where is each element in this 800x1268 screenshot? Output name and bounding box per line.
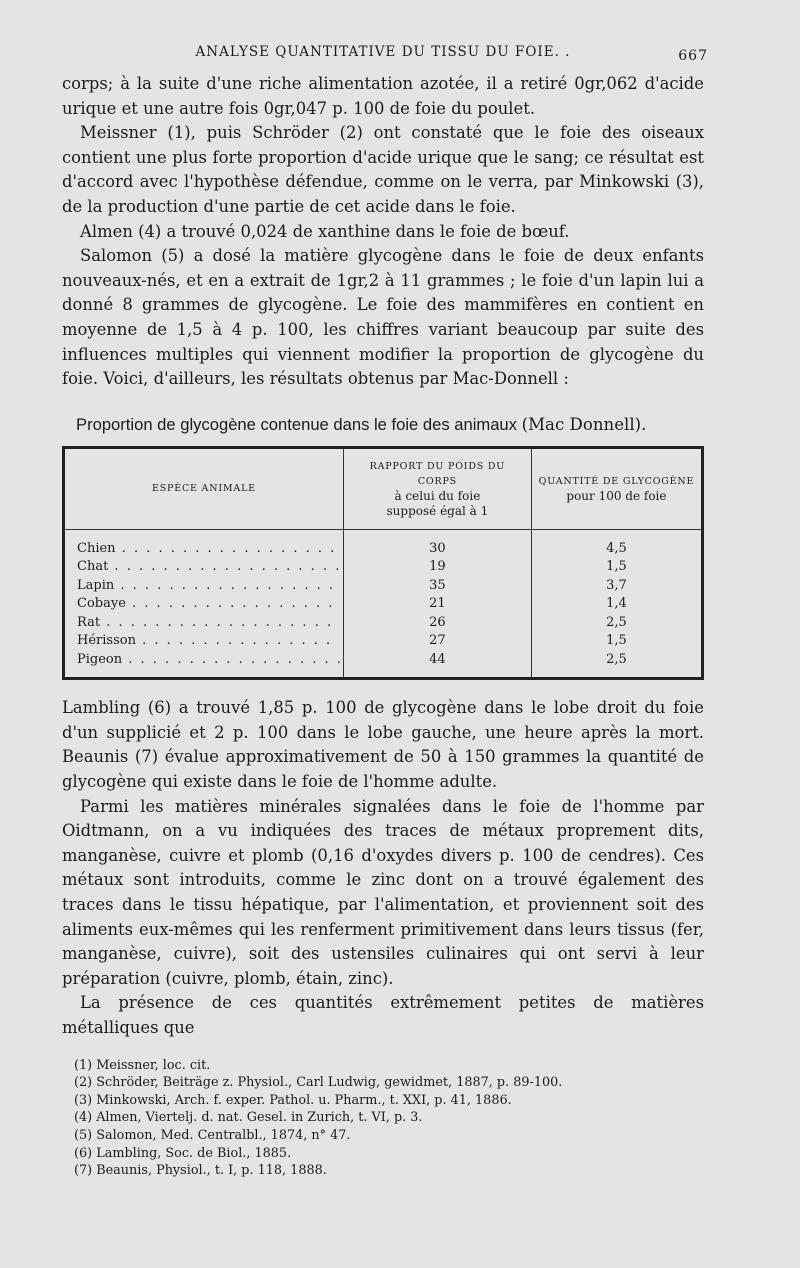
- footnote: (6) Lambling, Soc. de Biol., 1885.: [74, 1145, 292, 1161]
- table-cell-rapport: 19: [429, 559, 446, 575]
- paragraph: Almen (4) a trouvé 0,024 de xanthine dans le foie de bœuf.: [80, 221, 570, 241]
- running-title: ANALYSE QUANTITATIVE DU TISSU DU FOIE. .: [195, 44, 571, 60]
- table-row-espece: Chien . . . . . . . . . . . . . . . . . .: [77, 540, 337, 556]
- table-row-espece: Hérisson . . . . . . . . . . . . . . . .: [77, 633, 333, 649]
- table-row-espece: Rat . . . . . . . . . . . . . . . . . . .: [77, 614, 334, 630]
- table-cell-quantite: 1,5: [606, 633, 627, 649]
- paragraph: Meissner (1), puis Schröder (2) ont constaté que le foie des oiseaux contient une plus forte proportion d'acide urique que le sang; ce résultat est d'accord avec l'hypothèse défendue, comme on le verra, par Minkowski (3), de la production d'une partie de cet acide dans le foie.: [62, 123, 704, 216]
- table-cell-quantite: 2,5: [606, 614, 627, 630]
- footnote: (5) Salomon, Med. Centralbl., 1874, n° 47.: [74, 1127, 351, 1143]
- footnotes: [62, 1057, 704, 1180]
- table-cell-rapport: 27: [429, 633, 446, 649]
- header-rapport: RAPPORT DU POIDS DU CORPS à celui du foie supposé égal à 1: [343, 449, 531, 530]
- paragraph: La présence de ces quantités extrêmement petites de matières métalliques que: [62, 993, 704, 1037]
- table-title-source: (Mac Donnell).: [521, 414, 647, 434]
- table-cell-quantite: 1,4: [606, 596, 627, 612]
- table-cell-quantite: 2,5: [606, 651, 627, 667]
- body-text-before: [62, 72, 704, 392]
- footnote: (3) Minkowski, Arch. f. exper. Pathol. u. Pharm., t. XXI, p. 41, 1886.: [74, 1092, 512, 1108]
- paragraph: Parmi les matières minérales signalées dans le foie de l'homme par Oidtmann, on a vu indiquées des traces de métaux proprement dits, manganèse, cuivre et plomb (0,16 d'oxydes divers p. 100 de cendres). Ces métaux sont introduits, comme le zinc dont on a trouvé également des traces dans le tissu hépatique, par l'alimentation, et proviennent soit des aliments eux-mêmes qui les renferment primitivement dans leurs tissus (fer, manganèse, cuivre), soit des ustensiles culinaires qui ont servi à leur préparation (cuivre, plomb, étain, zinc).: [62, 796, 704, 988]
- table-cell-rapport: 44: [429, 651, 446, 667]
- paragraph: corps; à la suite d'une riche alimentation azotée, il a retiré 0gr,062 d'acide urique et une autre fois 0gr,047 p. 100 de foie du poulet.: [62, 74, 704, 118]
- footnote: (2) Schröder, Beiträge z. Physiol., Carl Ludwig, gewidmet, 1887, p. 89-100.: [74, 1075, 563, 1091]
- paragraph: Salomon (5) a dosé la matière glycogène dans le foie de deux enfants nouveaux-nés, et en a extrait de 1gr,2 à 11 grammes ; le foie d'un lapin lui a donné 8 grammes de glycogène. Le foie des mammifères en contient en moyenne de 1,5 à 4 p. 100, les chiffres variant beaucoup par suite des influences multiples qui viennent modifier la proportion de glycogène du foie. Voici, d'ailleurs, les résultats obtenus par Mac-Donnell :: [62, 246, 704, 389]
- table-caption: [76, 414, 704, 436]
- header-espece: ESPÈCE ANIMALE: [65, 449, 343, 530]
- table-cell-rapport: 30: [429, 540, 446, 556]
- column-quantite: [531, 529, 701, 677]
- table-cell-rapport: 26: [429, 614, 446, 630]
- table-row-espece: Pigeon . . . . . . . . . . . . . . . . . .: [77, 651, 343, 667]
- running-head: [62, 44, 708, 72]
- glycogen-table: [62, 446, 704, 681]
- table-cell-quantite: 1,5: [606, 559, 627, 575]
- table-cell-quantite: 4,5: [606, 540, 627, 556]
- table-row-espece: Lapin . . . . . . . . . . . . . . . . . .: [77, 577, 336, 593]
- table-row-espece: Cobaye . . . . . . . . . . . . . . . . .: [77, 596, 335, 612]
- header-quantite: QUANTITÉ DE GLYCOGÈNE pour 100 de foie: [531, 449, 701, 530]
- table-cell-quantite: 3,7: [606, 577, 627, 593]
- footnote: (1) Meissner, loc. cit.: [74, 1057, 211, 1073]
- footnote: (7) Beaunis, Physiol., t. I, p. 118, 1888.: [74, 1163, 327, 1179]
- table-title: Proportion de glycogène contenue dans le foie des animaux: [76, 414, 517, 434]
- body-text-after: [62, 696, 704, 1040]
- column-rapport: [343, 529, 531, 677]
- table-cell-rapport: 21: [429, 596, 446, 612]
- paragraph: Lambling (6) a trouvé 1,85 p. 100 de glycogène dans le lobe droit du foie d'un supplicié et 2 p. 100 dans le lobe gauche, une heure après la mort. Beaunis (7) évalue approximativement de 50 à 150 grammes la quantité de glycogène qui existe dans le foie de l'homme adulte.: [62, 698, 704, 791]
- footnote: (4) Almen, Viertelj. d. nat. Gesel. in Zurich, t. VI, p. 3.: [74, 1110, 423, 1126]
- table-cell-rapport: 35: [429, 577, 446, 593]
- table-row-espece: Chat . . . . . . . . . . . . . . . . . . .: [77, 559, 342, 575]
- page-number: 667: [678, 48, 708, 64]
- column-espece: [65, 529, 343, 677]
